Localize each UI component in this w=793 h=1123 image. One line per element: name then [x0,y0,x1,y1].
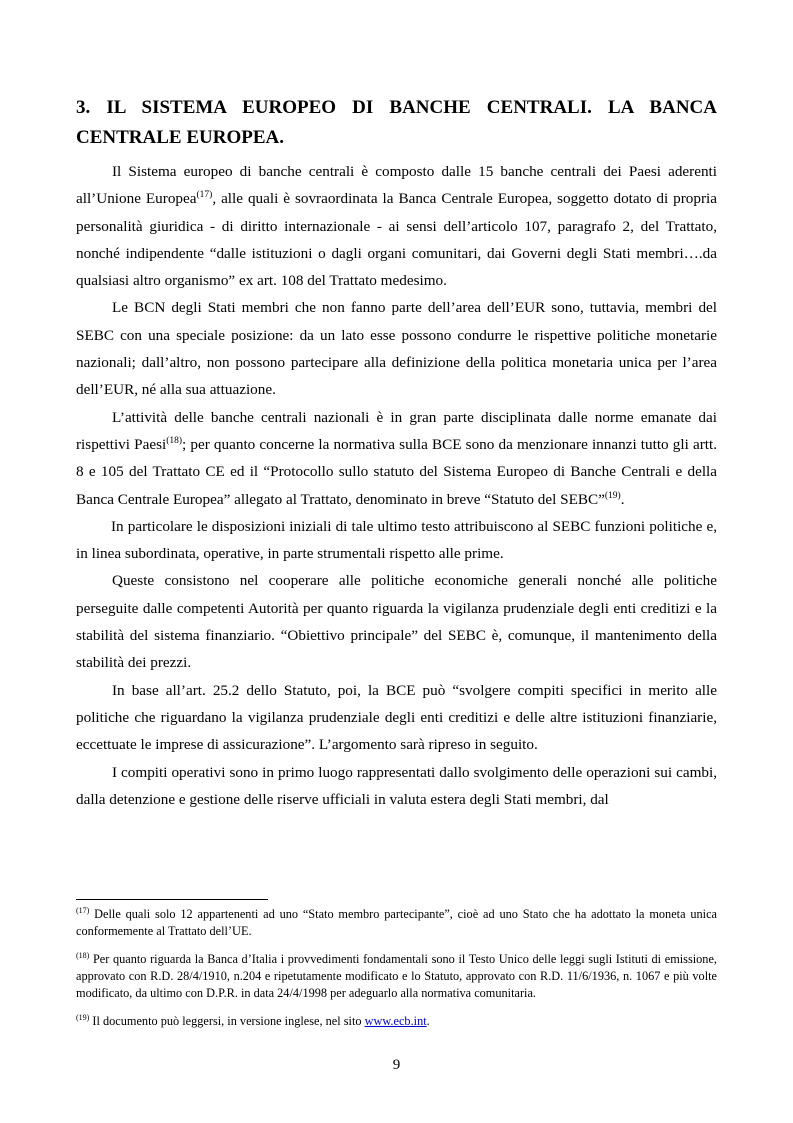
footnote-ref-19: (19) [604,490,621,501]
paragraph-1 [76,158,717,294]
ecb-website-link[interactable]: www.ecb.int [364,1014,427,1028]
footnote-17 [76,906,717,940]
footnote-19-end: . [426,1014,430,1028]
footnote-19-text: Il documento può leggersi, in versione inglese, nel sito [89,1014,365,1028]
footnote-divider [76,899,268,900]
paragraph-3-text-a: L’attività delle banche centrali nazionali è in gran parte disciplinata dalle norme emanate dai rispettivi Paesi [76,408,717,453]
footnote-18-mark: (18) [76,950,90,960]
footnote-17-text: Delle quali solo 12 appartenenti ad uno “Stato membro partecipante”, cioè ad uno Stato che ha adottato la moneta unica conformemente al Trattato dell’UE. [76,907,717,938]
paragraph-5: Queste consistono nel cooperare alle politiche economiche generali nonché alle politiche perseguite dalle competenti Autorità per quanto riguarda la vigilanza prudenziale degli enti creditizi e la stabilità del sistema finanziario. “Obiettivo principale” del SEBC è, comunque, il mantenimento della stabilità dei prezzi. [76,572,717,672]
body-text [76,158,717,813]
footnote-18 [76,951,717,1002]
page-number: 9 [392,1057,401,1073]
paragraph-1-text-a: Il Sistema europeo di banche centrali è composto dalle 15 banche centrali dei Paesi aderenti all’Unione Europea [76,163,717,208]
paragraph-7: I compiti operativi sono in primo luogo rappresentati dallo svolgimento delle operazioni sui cambi, dalla detenzione e gestione delle riserve ufficiali in valuta estera degli Stati membri, dal [76,763,717,808]
footnote-19-mark: (19) [76,1012,90,1022]
section-heading: 3. IL SISTEMA EUROPEO DI BANCHE CENTRALI. LA BANCA CENTRALE EUROPEA. [76,97,717,148]
paragraph-3-text-b: ; per quanto concerne la normativa sulla BCE sono da menzionare innanzi tutto gli artt. 8 e 105 del Trattato CE ed il “Protocollo sullo statuto del Sistema Europeo di Banche Centrali e della Banca Centrale Europea” allegato al Trattato, denominato in breve “Statuto del SEBC” [76,435,717,508]
footnote-19 [76,1013,717,1030]
paragraph-3 [76,404,717,513]
paragraph-4: In particolare le disposizioni iniziali di tale ultimo testo attribuiscono al SEBC funzioni politiche e, in linea subordinata, operative, in parte strumentali rispetto alle prime. [76,517,717,563]
paragraph-6: In base all’art. 25.2 dello Statuto, poi, la BCE può “svolgere compiti specifici in merito alle politiche che riguardano la vigilanza prudenziale degli enti creditizi e delle altre istituzioni finanziarie, eccettuate le imprese di assicurazione”. L’argomento sarà ripreso in seguito. [76,681,717,754]
footnote-17-mark: (17) [76,905,90,915]
footnote-ref-17: (17) [196,190,213,201]
paragraph-2: Le BCN degli Stati membri che non fanno parte dell’area dell’EUR sono, tuttavia, membri del SEBC con una speciale posizione: da un lato esse possono condurre le rispettive politiche monetarie nazionali; dall’altro, non possono partecipare alla definizione della politica monetaria unica per l’area dell’EUR, né alla sua attuazione. [76,299,717,399]
paragraph-3-text-c: . [620,490,625,508]
paragraph-1-text-b: , alle quali è sovraordinata la Banca Centrale Europea, soggetto dotato di propria personalità giuridica - di diritto internazionale - ai sensi dell’articolo 107, paragrafo 2, del Trattato, nonché indipendente “dalle istituzioni o dagli organi comunitari, dai Governi degli Stati membri….da qualsiasi altro organismo” ex art. 108 del Trattato medesimo. [76,190,718,290]
footnotes [76,906,717,1041]
footnote-18-text: Per quanto riguarda la Banca d’Italia i provvedimenti fondamentali sono il Testo Unico delle leggi sugli Istituti di emissione, approvato con R.D. 28/4/1910, n.204 e ripetutamente modificato e lo Statuto, approvato con R.D. 11/6/1936, n. 1067 e più volte modificato, da ultimo con D.P.R. in data 24/4/1998 per adeguarlo alla normativa comunitaria. [76,952,717,1000]
footnote-ref-18: (18) [166,435,183,446]
